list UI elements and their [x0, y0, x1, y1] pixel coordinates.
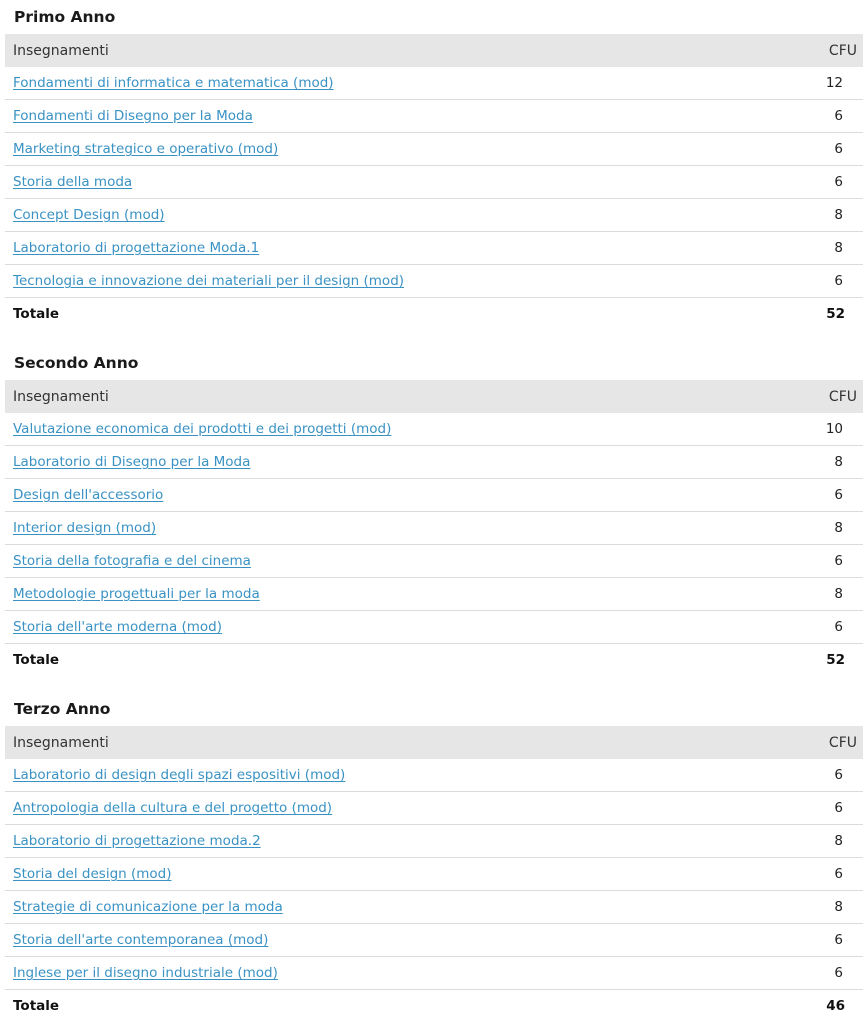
- course-link[interactable]: Concept Design (mod): [13, 207, 165, 223]
- table-row: [5, 232, 863, 265]
- course-cell: [5, 265, 789, 298]
- cfu-value: 6: [789, 100, 863, 133]
- course-link[interactable]: Valutazione economica dei prodotti e dei progetti (mod): [13, 421, 392, 437]
- table-row: [5, 578, 863, 611]
- course-cell: [5, 759, 789, 792]
- cfu-value: 8: [789, 891, 863, 924]
- cfu-value: 6: [789, 166, 863, 199]
- course-link[interactable]: Design dell'accessorio: [13, 487, 164, 503]
- table-row: [5, 512, 863, 545]
- cfu-value: 6: [789, 265, 863, 298]
- year-section: [5, 692, 863, 1022]
- course-cell: [5, 957, 789, 990]
- total-row: [5, 298, 863, 331]
- table-row: [5, 166, 863, 199]
- cfu-value: 8: [789, 578, 863, 611]
- total-cfu: 46: [826, 998, 845, 1014]
- course-cell: [5, 825, 789, 858]
- course-link[interactable]: Antropologia della cultura e del progetto (mod): [13, 800, 333, 816]
- course-cell: [5, 512, 789, 545]
- courses-table: [5, 726, 863, 1022]
- course-link[interactable]: Fondamenti di informatica e matematica (mod): [13, 75, 334, 91]
- table-row: [5, 199, 863, 232]
- course-link[interactable]: Strategie di comunicazione per la moda: [13, 899, 283, 915]
- cfu-value: 8: [789, 199, 863, 232]
- total-cfu: 52: [826, 652, 845, 668]
- course-link[interactable]: Fondamenti di Disegno per la Moda: [13, 108, 253, 124]
- cfu-value: 6: [789, 479, 863, 512]
- course-link[interactable]: Laboratorio di progettazione Moda.1: [13, 240, 260, 256]
- year-title: Terzo Anno: [14, 700, 111, 718]
- column-header-courses: Insegnamenti: [13, 734, 109, 751]
- column-header-cfu: CFU: [828, 42, 857, 59]
- table-row: [5, 924, 863, 957]
- course-link[interactable]: Storia dell'arte contemporanea (mod): [13, 932, 269, 948]
- table-row: [5, 611, 863, 644]
- total-cfu: 52: [826, 306, 845, 322]
- course-cell: [5, 100, 789, 133]
- table-header-row: [5, 380, 863, 413]
- column-header-cfu: CFU: [828, 388, 857, 405]
- table-row: [5, 792, 863, 825]
- cfu-value: 8: [789, 825, 863, 858]
- course-cell: [5, 611, 789, 644]
- courses-table: [5, 380, 863, 676]
- table-row: [5, 265, 863, 298]
- year-section: [5, 346, 863, 676]
- cfu-value: 6: [789, 545, 863, 578]
- cfu-value: 12: [789, 67, 863, 100]
- table-row: [5, 891, 863, 924]
- total-label: Totale: [13, 998, 60, 1014]
- table-row: [5, 858, 863, 891]
- table-row: [5, 446, 863, 479]
- total-row: [5, 644, 863, 677]
- courses-table: [5, 34, 863, 330]
- course-link[interactable]: Interior design (mod): [13, 520, 157, 536]
- column-header-cfu: CFU: [828, 734, 857, 751]
- table-row: [5, 413, 863, 446]
- cfu-value: 8: [789, 512, 863, 545]
- cfu-value: 8: [789, 232, 863, 265]
- total-label: Totale: [13, 306, 60, 322]
- total-label: Totale: [13, 652, 60, 668]
- column-header-courses: Insegnamenti: [13, 42, 109, 59]
- cfu-value: 6: [789, 792, 863, 825]
- course-cell: [5, 479, 789, 512]
- table-row: [5, 479, 863, 512]
- course-link[interactable]: Tecnologia e innovazione dei materiali per il design (mod): [13, 273, 405, 289]
- section-spacer: [5, 330, 863, 346]
- year-title: Primo Anno: [14, 8, 116, 26]
- cfu-value: 6: [789, 611, 863, 644]
- course-cell: [5, 199, 789, 232]
- course-cell: [5, 446, 789, 479]
- course-cell: [5, 67, 789, 100]
- course-link[interactable]: Storia dell'arte moderna (mod): [13, 619, 223, 635]
- cfu-value: 8: [789, 446, 863, 479]
- course-cell: [5, 166, 789, 199]
- table-row: [5, 545, 863, 578]
- course-cell: [5, 232, 789, 265]
- cfu-value: 6: [789, 759, 863, 792]
- year-title: Secondo Anno: [14, 354, 139, 372]
- course-cell: [5, 924, 789, 957]
- course-cell: [5, 413, 789, 446]
- year-section: [5, 0, 863, 330]
- column-header-courses: Insegnamenti: [13, 388, 109, 405]
- total-row: [5, 990, 863, 1023]
- cfu-value: 6: [789, 133, 863, 166]
- table-row: [5, 100, 863, 133]
- course-link[interactable]: Marketing strategico e operativo (mod): [13, 141, 279, 157]
- course-link[interactable]: Laboratorio di Disegno per la Moda: [13, 454, 251, 470]
- cfu-value: 6: [789, 924, 863, 957]
- course-link[interactable]: Storia della moda: [13, 174, 133, 190]
- cfu-value: 6: [789, 858, 863, 891]
- course-cell: [5, 858, 789, 891]
- course-cell: [5, 792, 789, 825]
- table-row: [5, 825, 863, 858]
- table-row: [5, 133, 863, 166]
- table-header-row: [5, 726, 863, 759]
- course-link[interactable]: Laboratorio di progettazione moda.2: [13, 833, 261, 849]
- cfu-value: 10: [789, 413, 863, 446]
- course-link[interactable]: Storia della fotografia e del cinema: [13, 553, 251, 569]
- table-row: [5, 67, 863, 100]
- course-link[interactable]: Metodologie progettuali per la moda: [13, 586, 260, 602]
- course-cell: [5, 545, 789, 578]
- section-spacer: [5, 676, 863, 692]
- course-cell: [5, 891, 789, 924]
- table-row: [5, 759, 863, 792]
- course-link[interactable]: Inglese per il disegno industriale (mod): [13, 965, 278, 981]
- course-link[interactable]: Storia del design (mod): [13, 866, 172, 882]
- table-row: [5, 957, 863, 990]
- course-link[interactable]: Laboratorio di design degli spazi espositivi (mod): [13, 767, 346, 783]
- table-header-row: [5, 34, 863, 67]
- cfu-value: 6: [789, 957, 863, 990]
- course-cell: [5, 133, 789, 166]
- course-cell: [5, 578, 789, 611]
